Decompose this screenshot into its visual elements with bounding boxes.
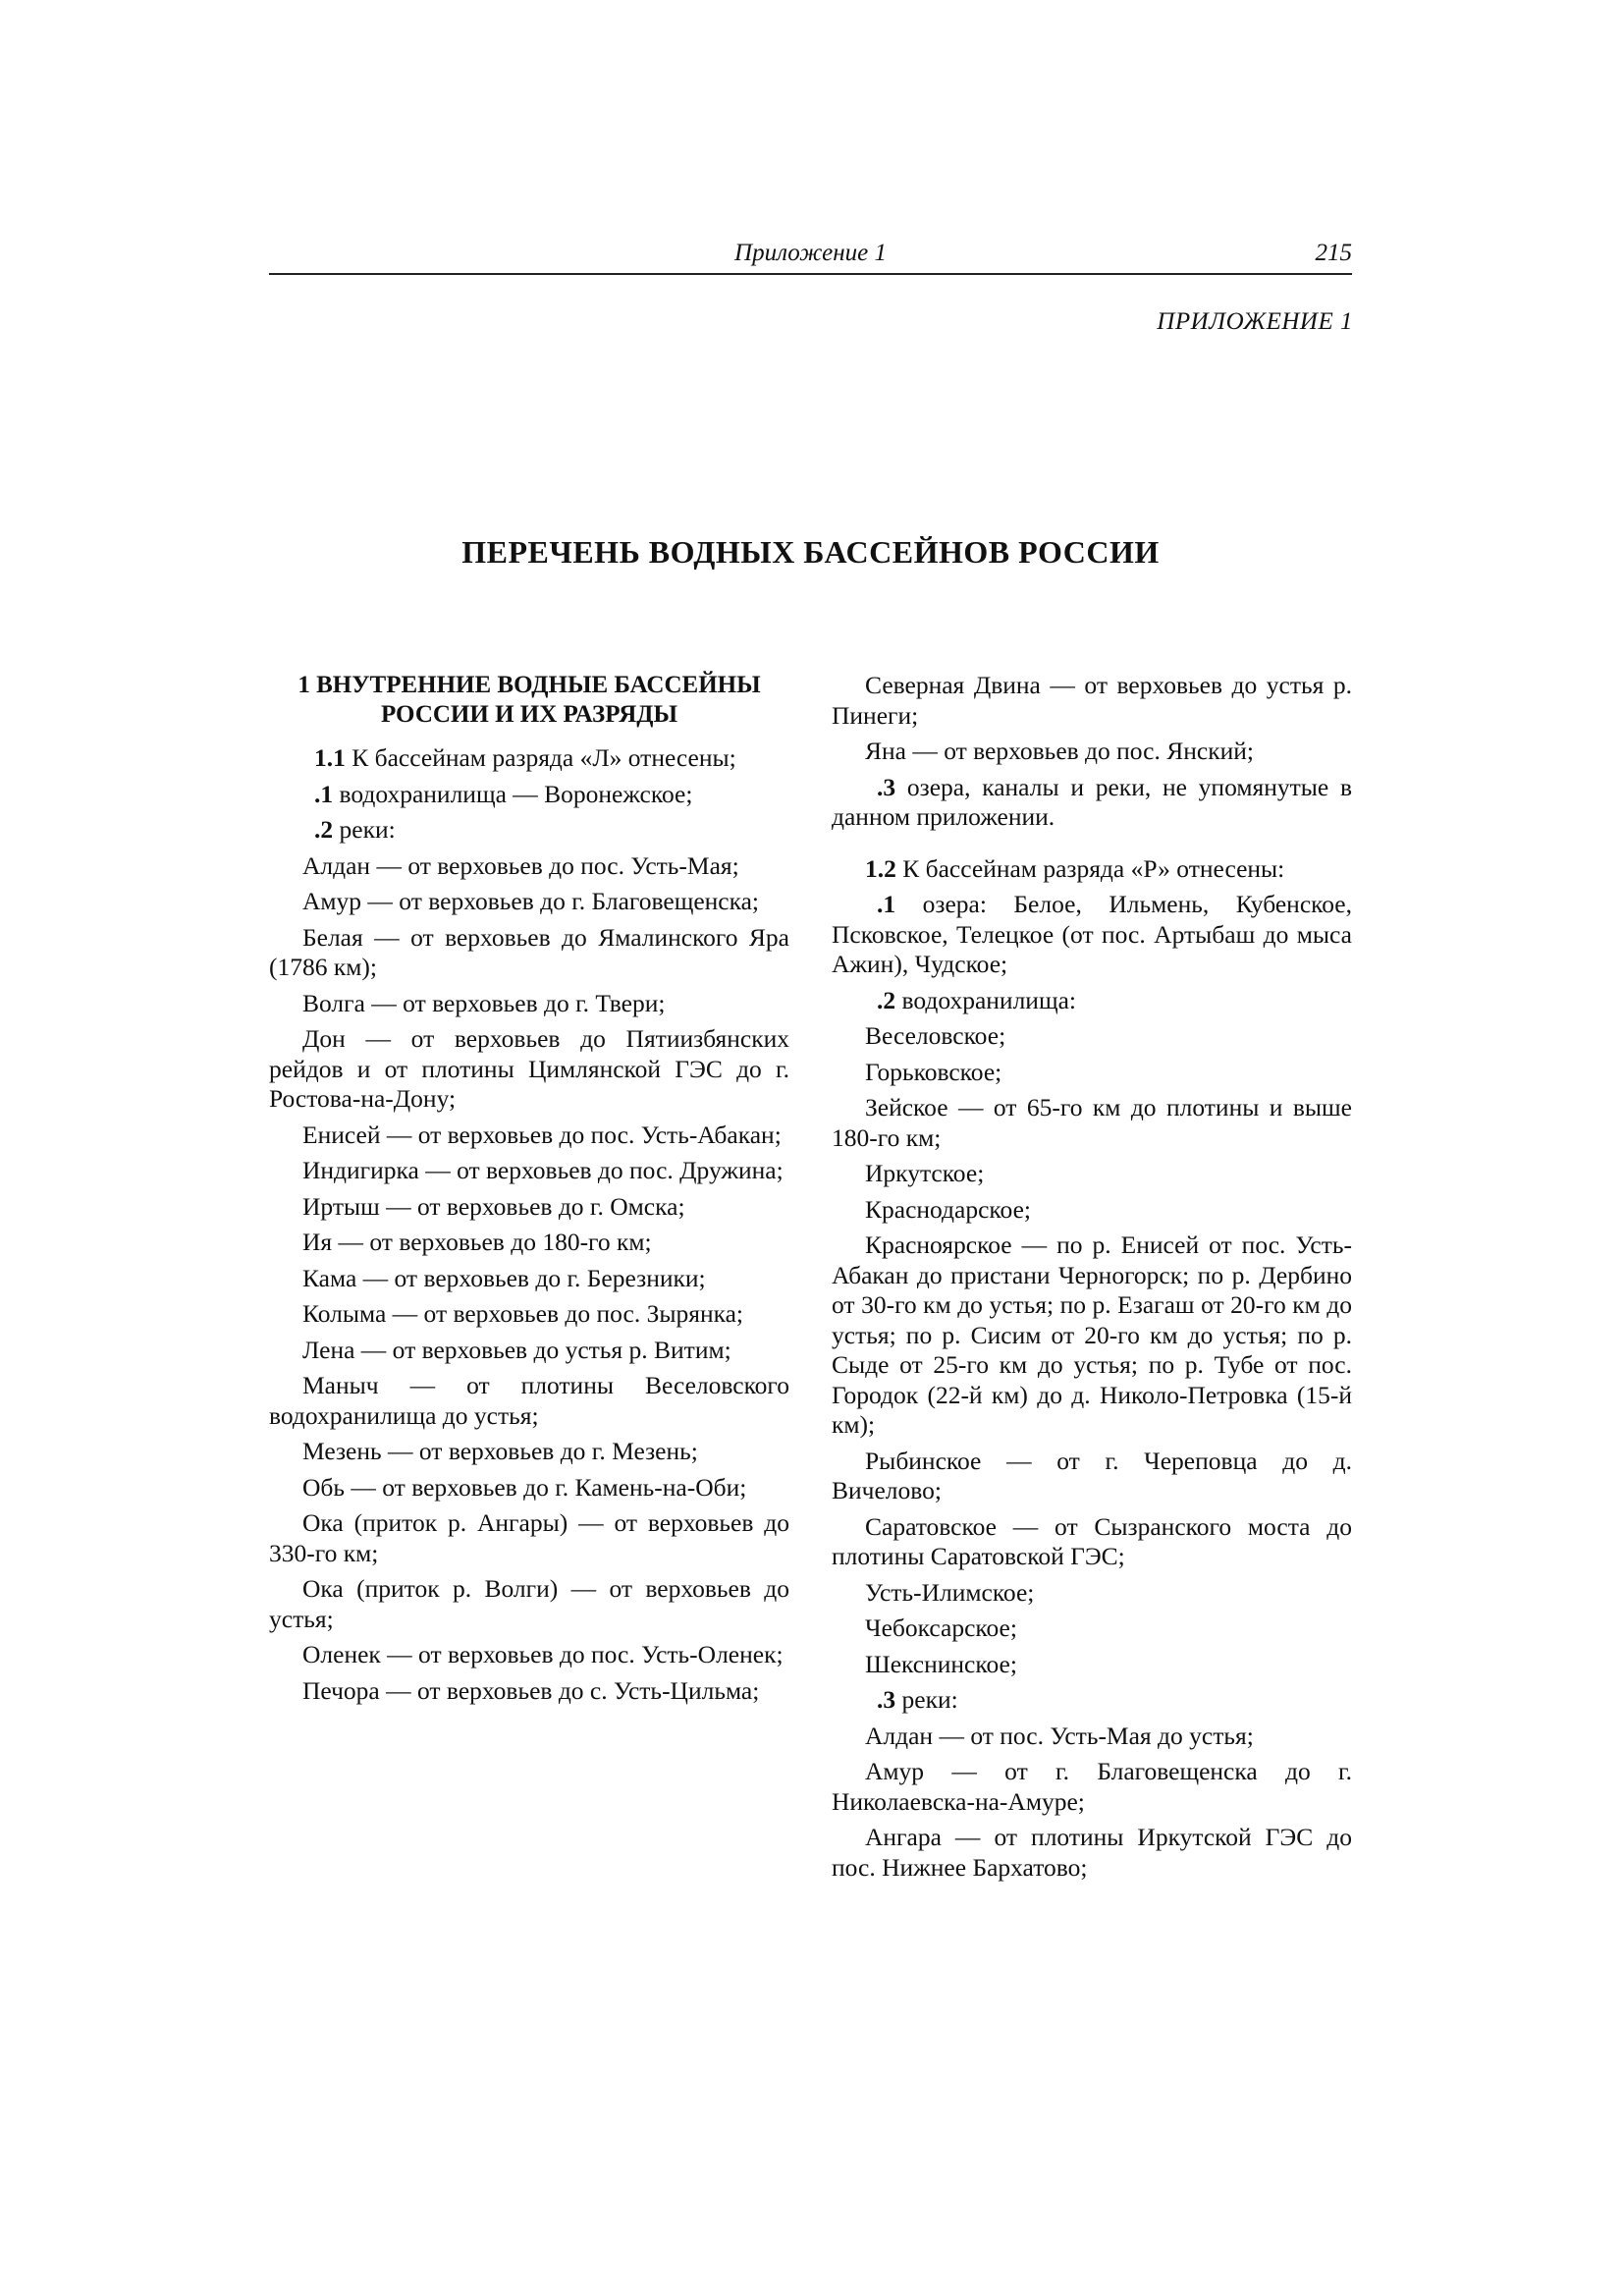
sub-item-text: озера, каналы и реки, не упомянутые в данном приложении. bbox=[832, 772, 1352, 831]
list-item: Усть-Илимское; bbox=[865, 1577, 1035, 1607]
sub-item-number: .2 bbox=[877, 985, 896, 1014]
list-item: Енисей — от верховьев до пос. Усть-Абакан; bbox=[302, 1120, 782, 1149]
clause-1-1 bbox=[269, 743, 789, 774]
list-item: Печора — от верховьев до с. Усть-Цильма; bbox=[302, 1675, 760, 1705]
right-column bbox=[832, 671, 1352, 1888]
sub-item-reservoirs bbox=[832, 986, 1352, 1016]
list-item: Кама — от верховьев до г. Березники; bbox=[302, 1263, 706, 1292]
list-item: Веселовское; bbox=[865, 1021, 1006, 1050]
list-item: Амур — от г. Благовещенска до г. Николаевска-на-Амуре; bbox=[832, 1757, 1352, 1816]
page-number: 215 bbox=[1315, 240, 1352, 266]
sub-item-text: реки: bbox=[333, 815, 396, 844]
running-header bbox=[269, 240, 1352, 275]
section-heading-line-1: 1 ВНУТРЕННИЕ ВОДНЫЕ БАССЕЙНЫ bbox=[298, 672, 761, 698]
clause-number: 1.2 bbox=[865, 853, 896, 883]
clause-text: К бассейнам разряда «Л» отнесены; bbox=[345, 743, 736, 772]
list-item: Ангара — от плотины Иркутской ГЭС до пос. Нижнее Бархатово; bbox=[832, 1823, 1352, 1882]
list-item: Ия — от верховьев до 180-го км; bbox=[302, 1228, 652, 1256]
sub-item-number: .1 bbox=[877, 890, 896, 918]
list-item: Ока (приток р. Ангары) — от верховьев до 330-го км; bbox=[269, 1508, 789, 1567]
sub-item-number: .3 bbox=[877, 772, 896, 801]
list-item: Северная Двина — от верховьев до устья р. Пинеги; bbox=[832, 671, 1352, 730]
sub-item-number: .2 bbox=[314, 815, 334, 844]
list-item: Колыма — от верховьев до пос. Зырянка; bbox=[302, 1299, 744, 1328]
list-item: Шекснинское; bbox=[865, 1649, 1017, 1678]
list-item: Красноярское — по р. Енисей от пос. Усть-Абакан до пристани Черногорск; по р. Дербино от 30-го км до устья; по р. Езагаш от 20-го км до устья; по р. Сисим от 20-го км до устья; по р. Сыде от 25-го км до устья; по р. Тубе от пос. Городок (22-й км) до д. Николо-Петровка (15-й км); bbox=[832, 1230, 1352, 1439]
list-item: Ока (приток р. Волги) — от верховьев до устья; bbox=[269, 1574, 789, 1633]
list-item: Лена — от верховьев до устья р. Витим; bbox=[302, 1335, 731, 1364]
list-item: Чебоксарское; bbox=[865, 1613, 1017, 1642]
left-column bbox=[269, 671, 789, 1712]
page-title: ПЕРЕЧЕНЬ ВОДНЫХ БАССЕЙНОВ РОССИИ bbox=[461, 534, 1160, 570]
list-item: Амур — от верховьев до г. Благовещенска; bbox=[302, 887, 760, 915]
sub-item-3 bbox=[832, 773, 1352, 833]
list-item: Саратовское — от Сызранского моста до плотины Саратовской ГЭС; bbox=[832, 1511, 1352, 1570]
sub-item-text: водохранилища: bbox=[895, 985, 1076, 1014]
sub-item-lakes bbox=[832, 890, 1352, 980]
sub-item-text: водохранилища — Воронежское; bbox=[333, 779, 693, 808]
list-item: Обь — от верховьев до г. Камень-на-Оби; bbox=[302, 1472, 747, 1502]
list-item: Иркутское; bbox=[865, 1159, 985, 1187]
list-item: Волга — от верховьев до г. Твери; bbox=[302, 988, 666, 1017]
section-heading-line-2: РОССИИ И ИХ РАЗРЯДЫ bbox=[380, 701, 678, 728]
list-item: Горьковское; bbox=[865, 1057, 1002, 1086]
list-item: Рыбинское — от г. Череповца до д. Вичелово; bbox=[832, 1446, 1352, 1504]
sub-item-number: .3 bbox=[877, 1685, 896, 1714]
appendix-label: ПРИЛОЖЕНИЕ 1 bbox=[1157, 308, 1353, 335]
clause-number: 1.1 bbox=[314, 743, 346, 772]
list-item: Оленек — от верховьев до пос. Усть-Оленек; bbox=[302, 1640, 784, 1668]
clause-1-2 bbox=[832, 854, 1352, 885]
list-item: Маныч — от плотины Веселовского водохранилища до устья; bbox=[269, 1371, 789, 1430]
list-item: Зейское — от 65-го км до плотины и выше 180-го км; bbox=[832, 1093, 1352, 1152]
list-item: Дон — от верховьев до Пятиизбянских рейдов и от плотины Цимлянской ГЭС до г. Ростова-на-Дону; bbox=[269, 1024, 789, 1113]
sub-item-rivers bbox=[832, 1685, 1352, 1716]
clause-text: К бассейнам разряда «Р» отнесены: bbox=[895, 853, 1285, 883]
sub-item-1 bbox=[269, 780, 789, 810]
section-heading bbox=[269, 671, 789, 730]
list-item: Белая — от верховьев до Ямалинского Яра (1786 км); bbox=[269, 922, 789, 981]
sub-item-text: реки: bbox=[895, 1685, 958, 1714]
list-item: Яна — от верховьев до пос. Янский; bbox=[865, 737, 1254, 765]
running-title: Приложение 1 bbox=[734, 240, 887, 266]
sub-item-2 bbox=[269, 815, 789, 846]
sub-item-number: .1 bbox=[314, 779, 334, 808]
list-item: Алдан — от пос. Усть-Мая до устья; bbox=[865, 1721, 1254, 1750]
list-item: Мезень — от верховьев до г. Мезень; bbox=[302, 1437, 698, 1465]
list-item: Иртыш — от верховьев до г. Омска; bbox=[302, 1191, 685, 1221]
list-item: Краснодарское; bbox=[865, 1194, 1031, 1224]
list-item: Индигирка — от верховьев до пос. Дружина; bbox=[302, 1156, 784, 1184]
list-item: Алдан — от верховьев до пос. Усть-Мая; bbox=[302, 850, 739, 880]
sub-item-text: озера: Белое, Ильмень, Кубенское, Псковское, Телецкое (от пос. Артыбаш до мыса Ажин), Чудское; bbox=[832, 890, 1352, 978]
